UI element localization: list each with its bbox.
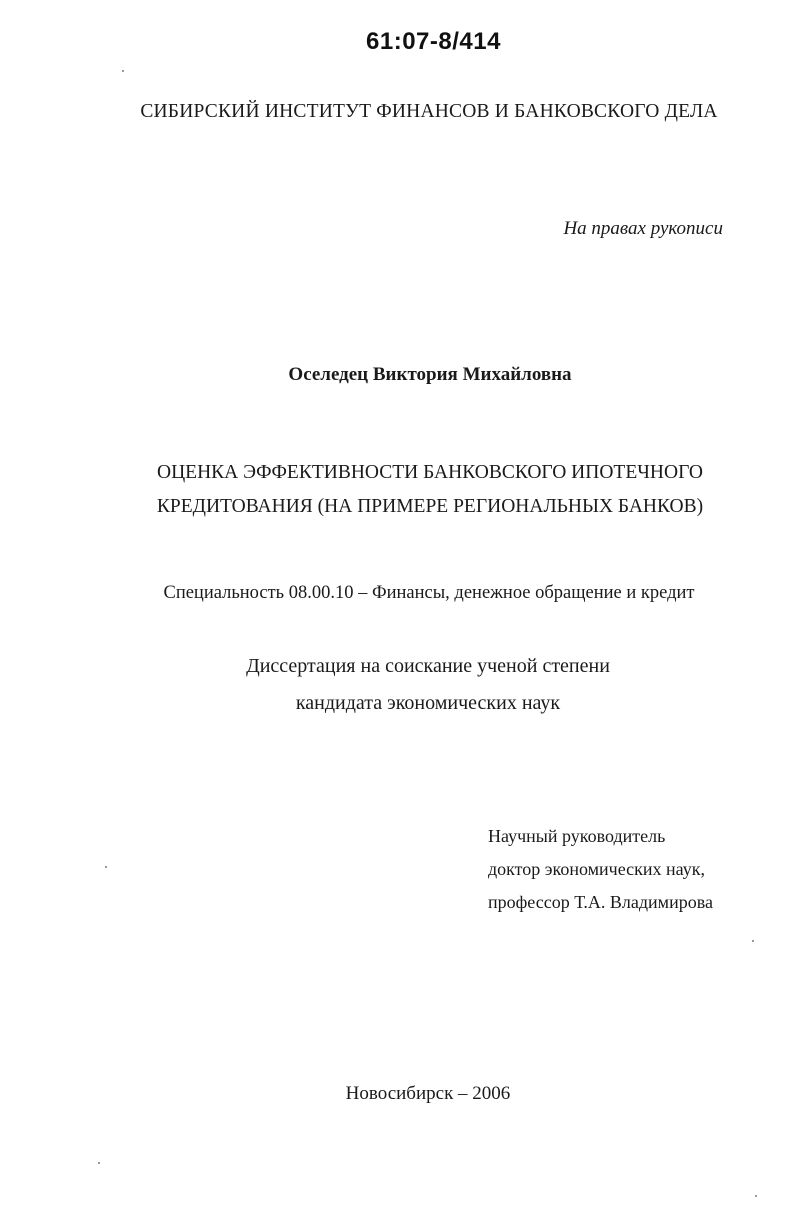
specialty-line: Специальность 08.00.10 – Финансы, денежное обращение и кредит bbox=[163, 583, 695, 603]
author-name: Оселедец Виктория Михайловна bbox=[288, 364, 572, 385]
institute-name: СИБИРСКИЙ ИНСТИТУТ ФИНАНСОВ И БАНКОВСКОГО ДЕЛА bbox=[140, 101, 718, 122]
scan-speck bbox=[122, 70, 124, 72]
scientific-advisor-block bbox=[488, 820, 713, 919]
archive-code-stamp: 61:07-8/414 bbox=[366, 28, 501, 55]
city-year: Новосибирск – 2006 bbox=[345, 1083, 511, 1104]
scan-speck bbox=[105, 866, 107, 868]
advisor-line-2: доктор экономических наук, bbox=[488, 859, 705, 879]
degree-line-2: кандидата экономических наук bbox=[295, 692, 561, 714]
advisor-line-3: профессор Т.А. Владимирова bbox=[488, 892, 713, 912]
scan-speck bbox=[752, 940, 754, 942]
title-line-1: ОЦЕНКА ЭФФЕКТИВНОСТИ БАНКОВСКОГО ИПОТЕЧНОГО bbox=[157, 462, 703, 483]
manuscript-rights-note: На правах рукописи bbox=[563, 218, 723, 239]
degree-statement bbox=[0, 648, 795, 722]
scan-speck bbox=[98, 1162, 100, 1164]
advisor-line-1: Научный руководитель bbox=[488, 826, 666, 846]
title-line-2: КРЕДИТОВАНИЯ (НА ПРИМЕРЕ РЕГИОНАЛЬНЫХ БАНКОВ) bbox=[156, 496, 704, 517]
dissertation-title bbox=[0, 456, 795, 524]
scan-speck bbox=[755, 1195, 757, 1197]
degree-line-1: Диссертация на соискание ученой степени bbox=[246, 655, 610, 677]
